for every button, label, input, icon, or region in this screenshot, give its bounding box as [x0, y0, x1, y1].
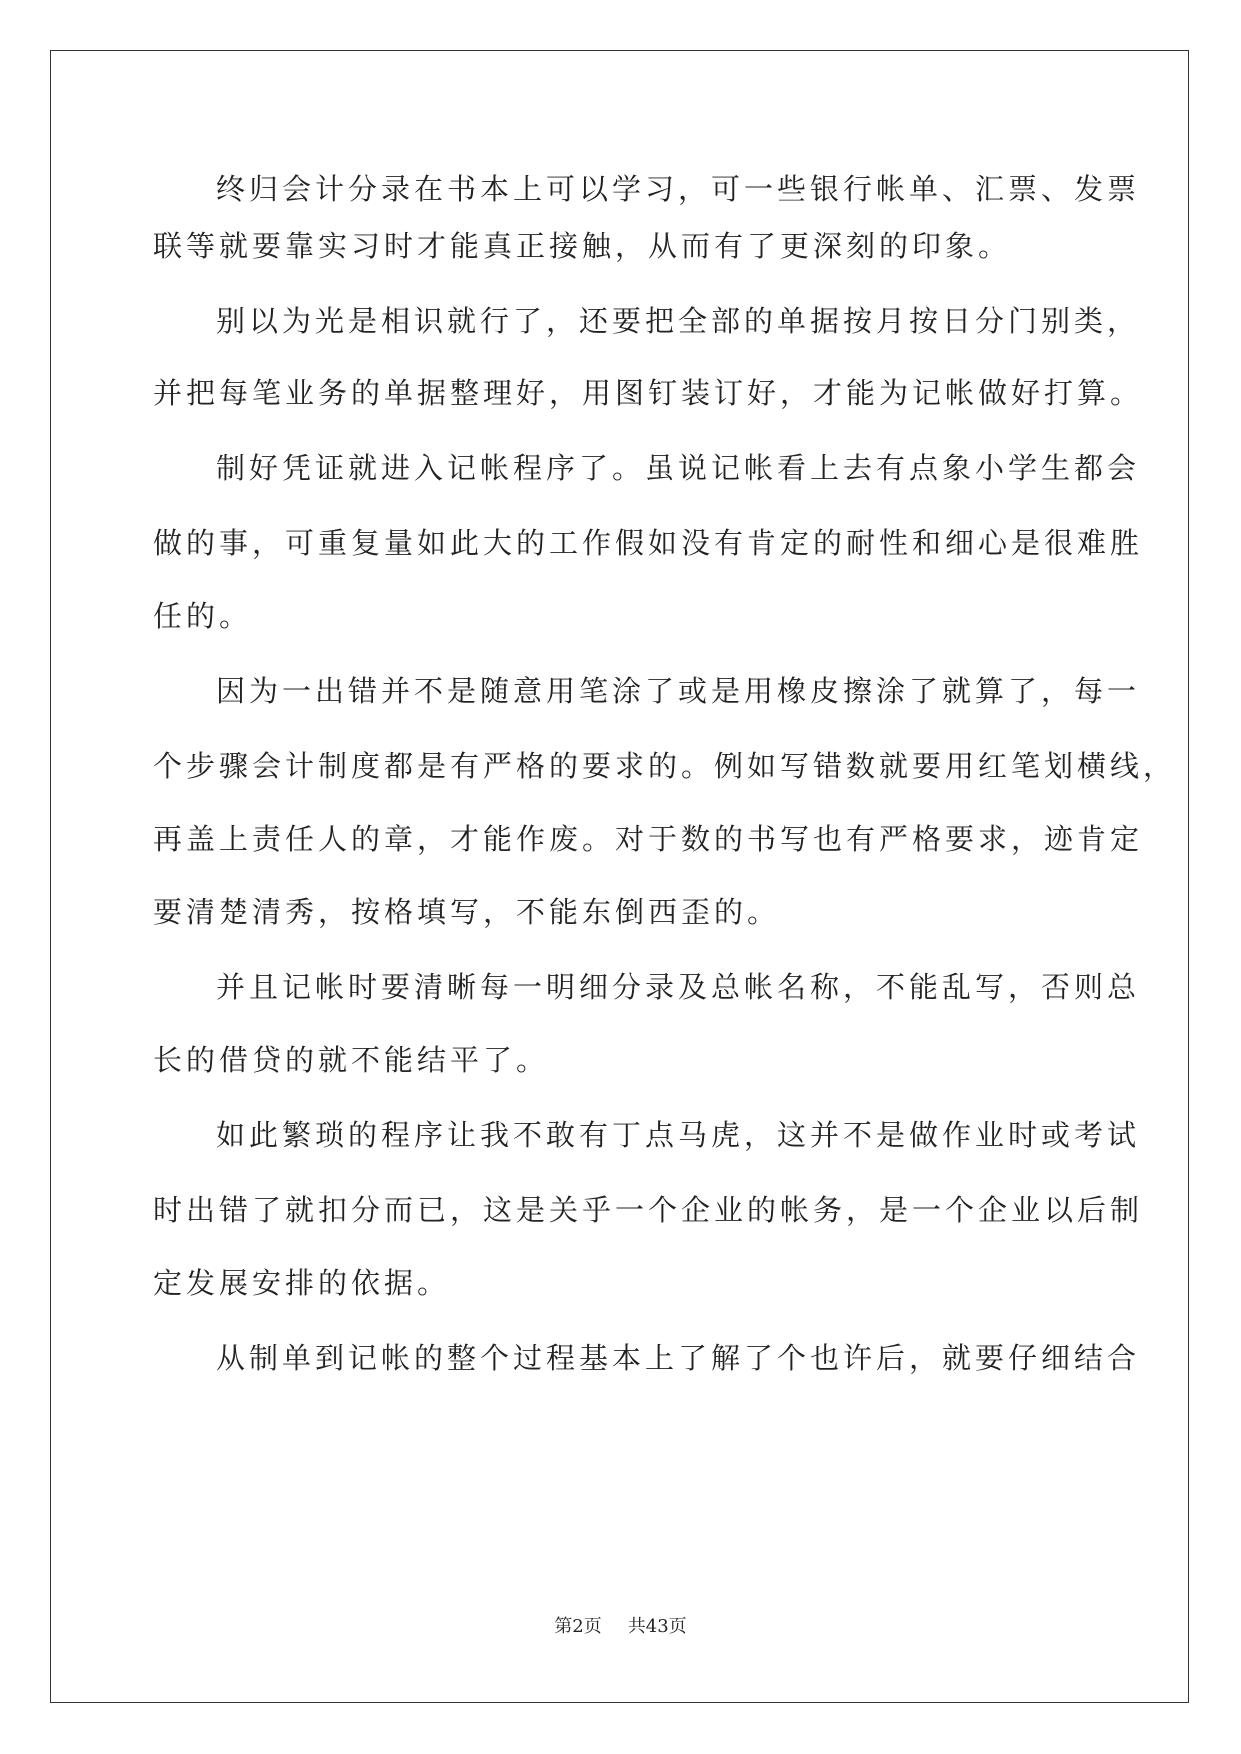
page-total: 共43页	[627, 1616, 687, 1637]
text-line: 再盖上责任人的章，才能作废。对于数的书写也有严格要求，迹肯定	[153, 822, 1144, 856]
text-line: 因为一出错并不是随意用笔涂了或是用橡皮擦涂了就算了，每一	[216, 674, 1141, 708]
text-line: 时出错了就扣分而已，这是关乎一个企业的帐务，是一个企业以后制	[153, 1193, 1144, 1227]
text-line: 任的。	[153, 599, 253, 633]
text-line: 长的借贷的就不能结平了。	[153, 1043, 550, 1077]
page-footer	[0, 1612, 1241, 1638]
page-number: 第2页	[554, 1616, 602, 1637]
text-line: 如此繁琐的程序让我不敢有丁点马虎，这并不是做作业时或考试	[216, 1118, 1141, 1152]
text-line: 并把每笔业务的单据整理好，用图钉装订好，才能为记帐做好打算。	[153, 376, 1144, 410]
text-line: 个步骤会计制度都是有严格的要求的。例如写错数就要用红笔划横线，	[153, 749, 1177, 783]
text-line: 要清楚清秀，按格填写，不能东倒西歪的。	[153, 895, 781, 929]
text-line: 别以为光是相识就行了，还要把全部的单据按月按日分门别类，	[216, 304, 1141, 338]
text-line: 并且记帐时要清晰每一明细分录及总帐名称，不能乱写，否则总	[216, 970, 1141, 1004]
page-border	[50, 50, 1189, 1703]
text-line: 做的事，可重复量如此大的工作假如没有肯定的耐性和细心是很难胜	[153, 526, 1144, 560]
text-line: 联等就要靠实习时才能真正接触，从而有了更深刻的印象。	[153, 229, 1012, 263]
text-line: 制好凭证就进入记帐程序了。虽说记帐看上去有点象小学生都会	[216, 451, 1141, 485]
text-line: 从制单到记帐的整个过程基本上了解了个也许后，就要仔细结合	[216, 1341, 1141, 1375]
text-line: 定发展安排的依据。	[153, 1266, 451, 1300]
text-line: 终归会计分录在书本上可以学习，可一些银行帐单、汇票、发票	[216, 172, 1141, 206]
